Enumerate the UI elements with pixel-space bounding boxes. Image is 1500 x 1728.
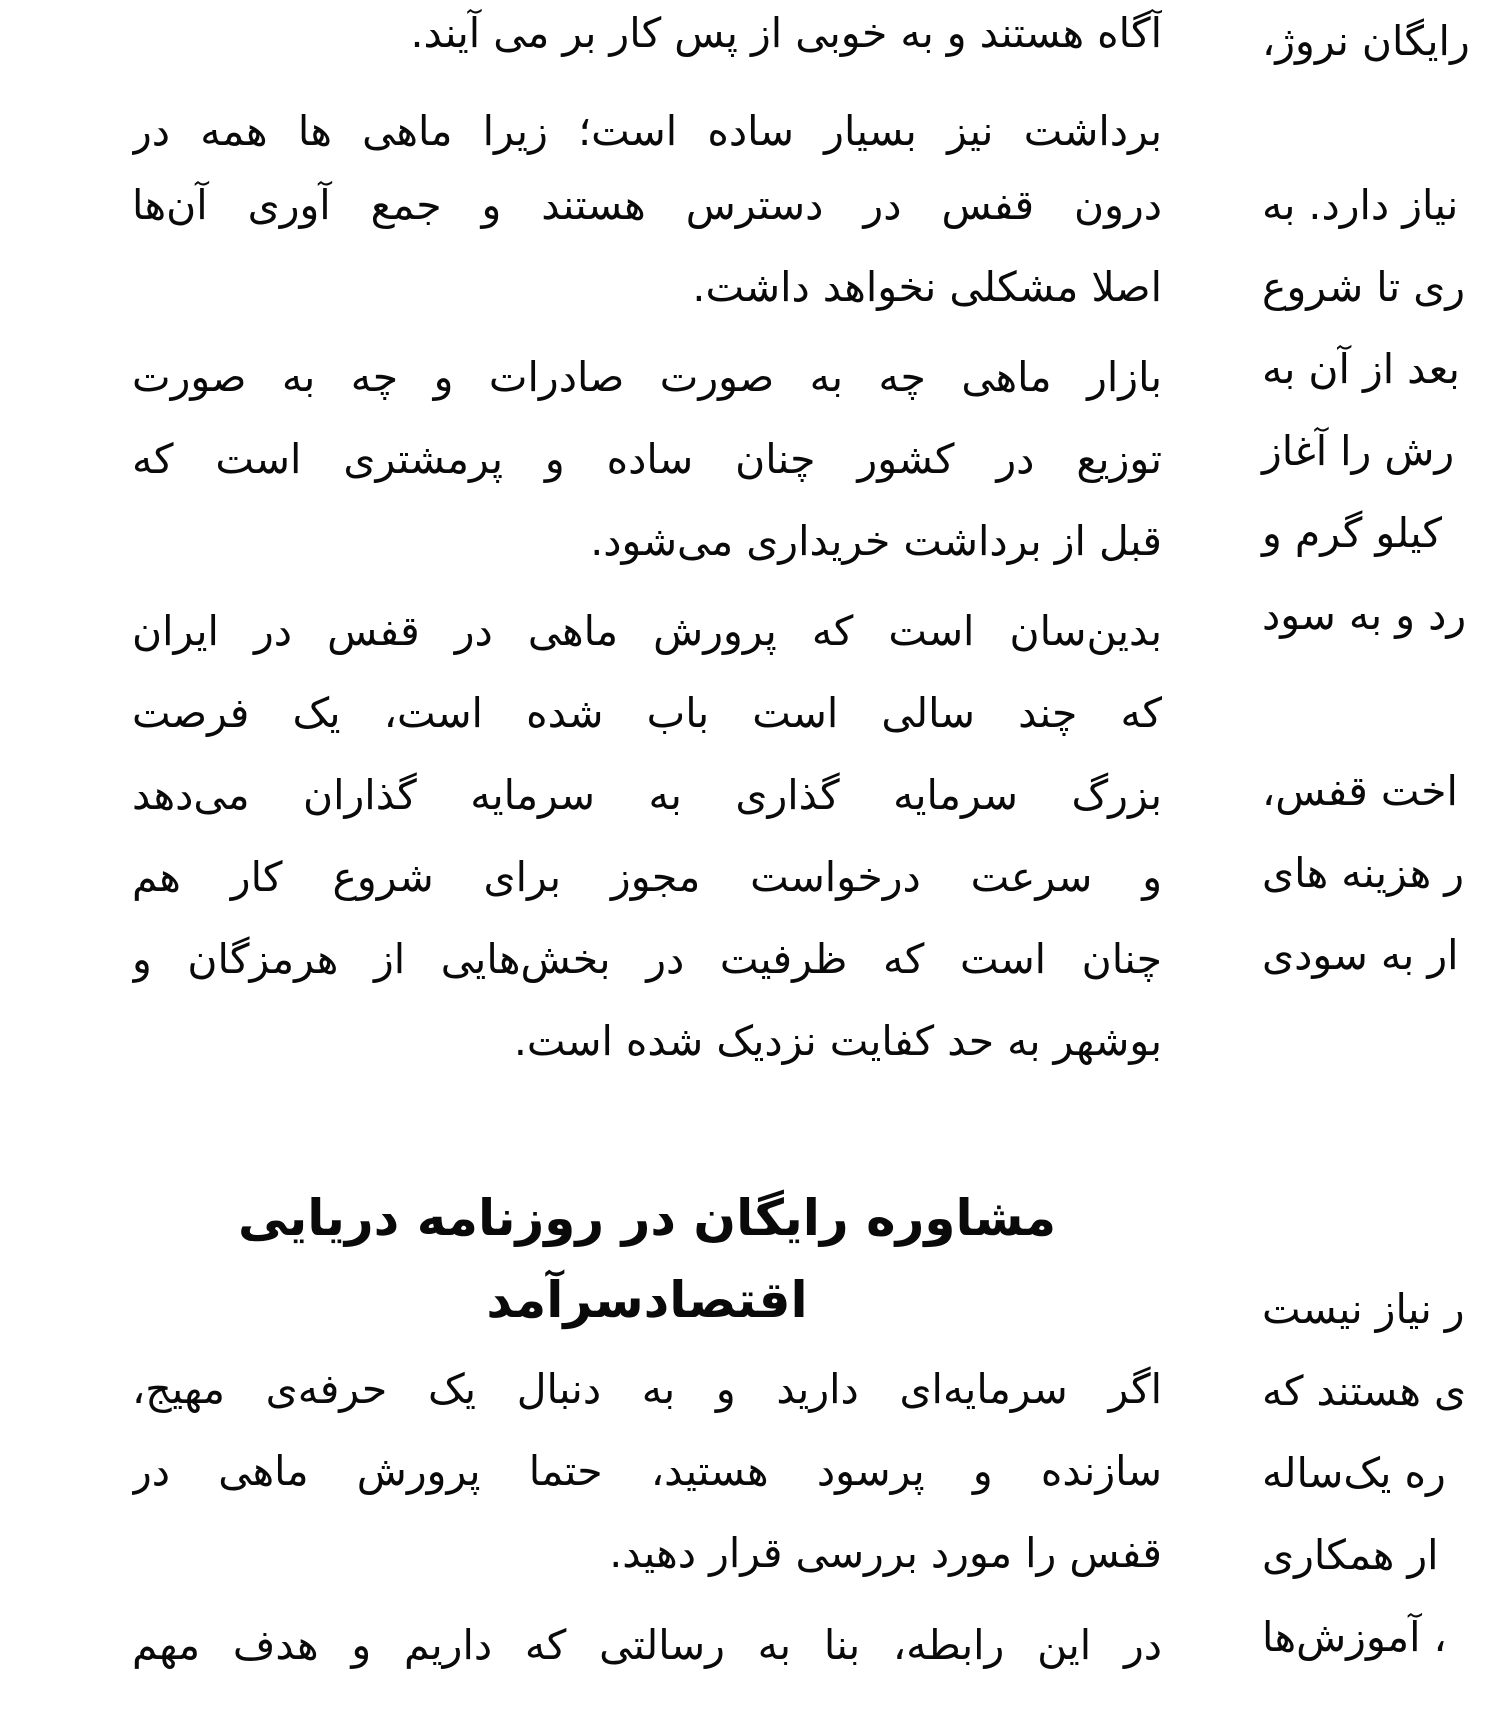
paragraph-line: درون قفس در دسترس هستند و جمع آوری آن‌ها [132, 181, 1162, 229]
right-line: ر نیاز نیست [1262, 1285, 1465, 1333]
paragraph-line: بوشهر به حد کفایت نزدیک شده است. [513, 1017, 1162, 1065]
right-line: ار به سودی [1262, 931, 1459, 979]
paragraph-line: توزیع در کشور چنان ساده و پرمشتری است که [132, 435, 1162, 483]
paragraph-line: اصلا مشکلی نخواهد داشت. [692, 263, 1162, 311]
paragraph-line: بدین‌سان است که پرورش ماهی در قفس در ایران [132, 607, 1162, 655]
paragraph-line: و سرعت درخواست مجوز برای شروع کار هم [132, 853, 1162, 901]
paragraph-line: برداشت نیز بسیار ساده است؛ زیرا ماهی ها همه در [132, 107, 1162, 155]
right-line: رد و به سود [1262, 591, 1467, 639]
paragraph-line: بزرگ سرمایه گذاری به سرمایه گذاران می‌دهد [132, 771, 1162, 819]
paragraph-line: چنان است که ظرفیت در بخش‌هایی از هرمزگان و [132, 935, 1162, 983]
right-line: نیاز دارد. به [1262, 181, 1459, 229]
right-line: رایگان نروژ، [1262, 17, 1470, 65]
section-heading-line2: اقتصادسرآمد [486, 1271, 808, 1329]
paragraph-line: بازار ماهی چه به صورت صادرات و چه به صورت [132, 353, 1162, 401]
right-line: ، آموزش‌ها [1262, 1613, 1447, 1661]
paragraph-line: سازنده و پرسود هستید، حتما پرورش ماهی در [132, 1447, 1162, 1495]
section-heading-line1: مشاوره رایگان در روزنامه دریایی [237, 1189, 1057, 1247]
right-line: کیلو گرم و [1262, 509, 1443, 557]
paragraph-line: اگر سرمایه‌ای دارید و به دنبال یک حرفه‌ی مهیج، [132, 1365, 1162, 1413]
right-line: اخت قفس، [1262, 767, 1458, 815]
right-line: ی هستند که [1262, 1367, 1467, 1415]
right-line: ر هزینه های [1262, 849, 1465, 897]
right-line: ره یک‌ساله [1262, 1449, 1446, 1497]
paragraph-line: قفس را مورد بررسی قرار دهید. [609, 1529, 1162, 1577]
right-line: ار همکاری [1262, 1531, 1439, 1579]
right-line: بعد از آن به [1262, 345, 1460, 393]
paragraph-line: در این رابطه، بنا به رسالتی که داریم و هدف مهم [132, 1621, 1162, 1669]
right-line: رش را آغاز [1262, 427, 1455, 475]
paragraph-line: آگاه هستند و به خوبی از پس کار بر می آیند. [410, 9, 1162, 57]
paragraph-line: قبل از برداشت خریداری می‌شود. [590, 517, 1162, 565]
right-line: ری تا شروع [1262, 263, 1466, 311]
paragraph-line: که چند سالی است باب شده است، یک فرصت [132, 689, 1162, 737]
